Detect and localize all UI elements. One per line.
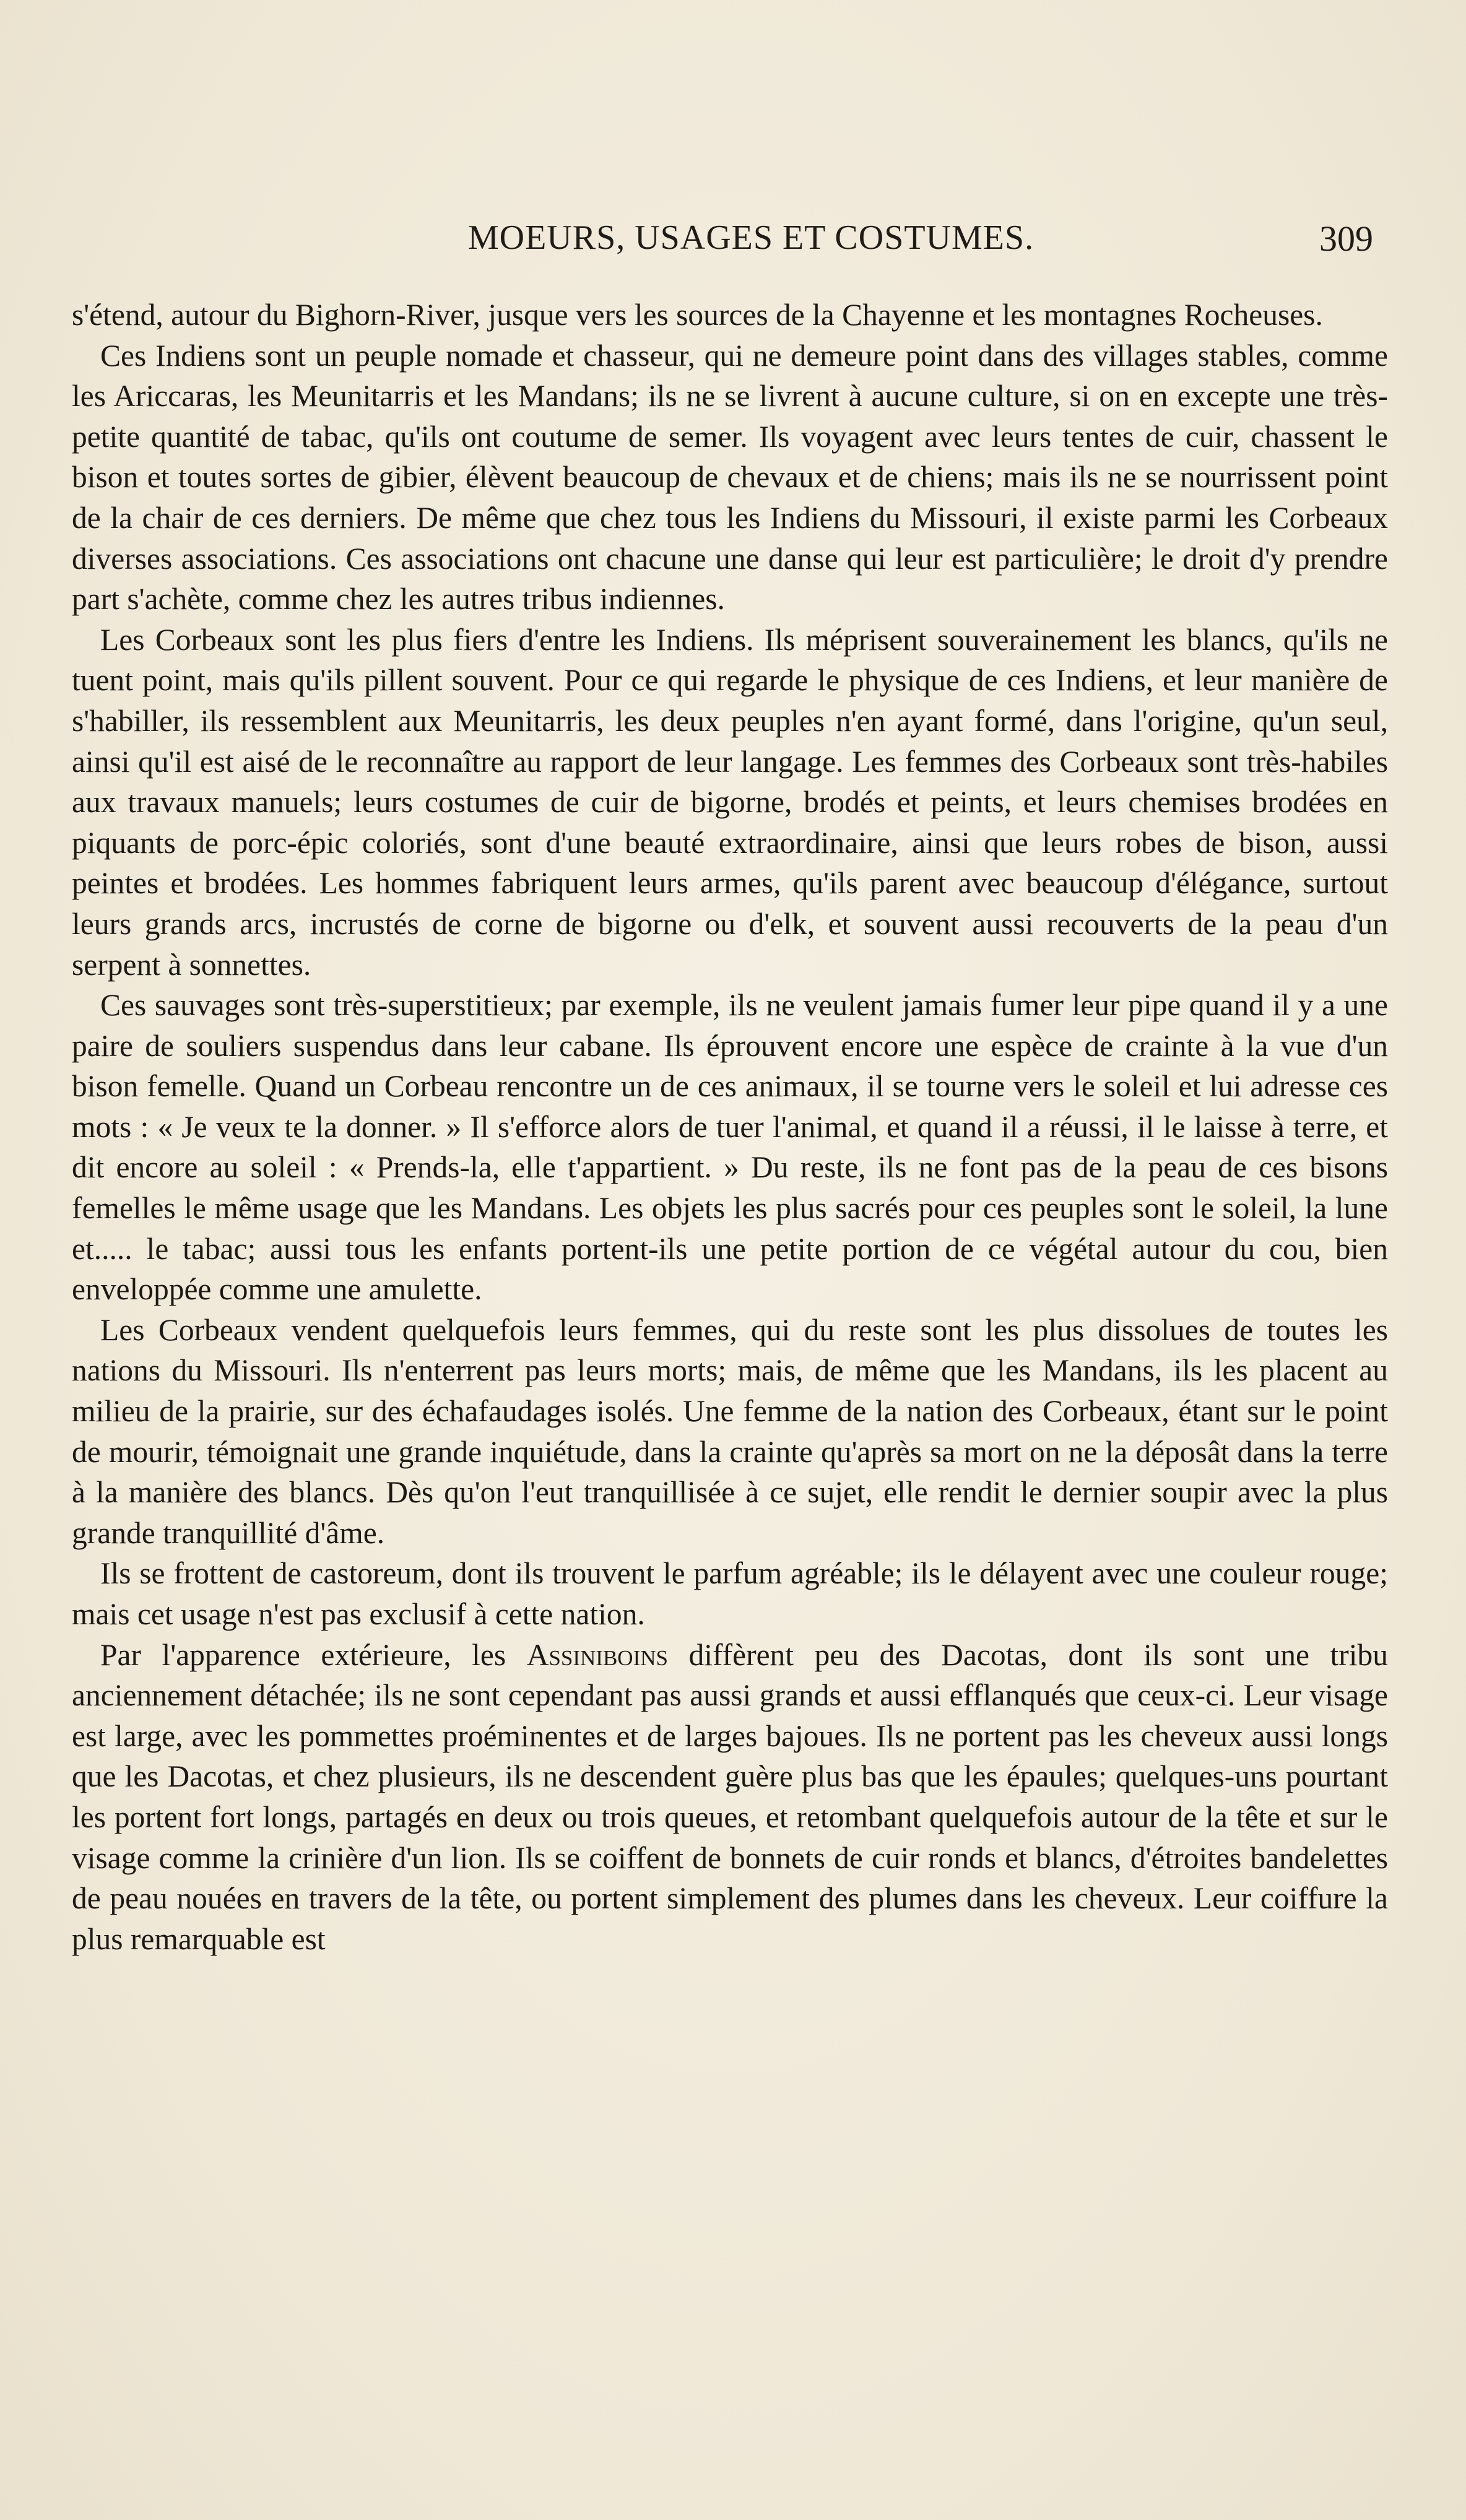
paragraph-7-start: Par l'apparence extérieure, les	[100, 1637, 527, 1672]
paragraph-6: Ils se frottent de castoreum, dont ils trouvent le parfum agréable; ils le délayent avec une couleur rouge; mais cet usage n'est pas exclusif à cette nation.	[72, 1556, 1388, 1631]
paragraph-4: Ces sauvages sont très-superstitieux; par exemple, ils ne veulent jamais fumer leur pipe quand il y a une paire de souliers suspendus dans leur cabane. Ils éprouvent encore une espèce de crainte à la vue d'un bison femelle. Quand un Corbeau rencontre un de ces animaux, il se tourne vers le soleil et lui adresse ces mots : « Je veux te la donner. » Il s'efforce alors de tuer l'animal, et quand il a réussi, il le laisse à terre, et dit encore au soleil : « Prends-la, elle t'appartient. » Du reste, ils ne font pas de la peau de ces bisons femelles le même usage que les Mandans. Les objets les plus sacrés pour ces peuples sont le soleil, la lune et..... le tabac; aussi tous les enfants portent-ils une petite portion de ce végétal autour du cou, bien enveloppée comme une amulette.	[72, 988, 1388, 1307]
paragraph-2: Ces Indiens sont un peuple nomade et chasseur, qui ne demeure point dans des villages stables, comme les Ariccaras, les Meunitarris et les Mandans; ils ne se livrent à aucune culture, si on en excepte une très-petite quantité de tabac, qu'ils ont coutume de semer. Ils voyagent avec leurs tentes de cuir, chassent le bison et toutes sortes de gibier, élèvent beaucoup de chevaux et de chiens; mais ils ne se nourrissent point de la chair de ces derniers. De même que chez tous les Indiens du Missouri, il existe parmi les Corbeaux diverses associations. Ces associations ont chacune une danse qui leur est particulière; le droit d'y prendre part s'achète, comme chez les autres tribus indiennes.	[72, 338, 1388, 617]
assiniboins-term: Assiniboins	[526, 1637, 668, 1672]
body-text	[72, 295, 1388, 1959]
paragraph-5: Les Corbeaux vendent quelquefois leurs femmes, qui du reste sont les plus dissolues de toutes les nations du Missouri. Ils n'enterrent pas leurs morts; mais, de même que les Mandans, ils les placent au milieu de la prairie, sur des échafaudages isolés. Une femme de la nation des Corbeaux, étant sur le point de mourir, témoignait une grande inquiétude, dans la crainte qu'après sa mort on ne la déposât dans la terre à la manière des blancs. Dès qu'on l'eut tranquillisée à ce sujet, elle rendit le dernier soupir avec la plus grande tranquillité d'âme.	[72, 1312, 1388, 1550]
paragraph-3: Les Corbeaux sont les plus fiers d'entre les Indiens. Ils méprisent souverainement les blancs, qu'ils ne tuent point, mais qu'ils pillent souvent. Pour ce qui regarde le physique de ces Indiens, et leur manière de s'habiller, ils ressemblent aux Meunitarris, les deux peuples n'en ayant formé, dans l'origine, qu'un seul, ainsi qu'il est aisé de le reconnaître au rapport de leur langage. Les femmes des Corbeaux sont très-habiles aux travaux manuels; leurs costumes de cuir de bigorne, brodés et peints, et leurs chemises brodées en piquants de porc-épic coloriés, sont d'une beauté extraordinaire, ainsi que leurs robes de bison, aussi peintes et brodées. Les hommes fabriquent leurs armes, qu'ils parent avec beaucoup d'élégance, surtout leurs grands arcs, incrustés de corne de bigorne ou d'elk, et souvent aussi recouverts de la peau d'un serpent à sonnettes.	[72, 622, 1388, 982]
page-number: 309	[1319, 219, 1373, 259]
paragraph-1: s'étend, autour du Bighorn-River, jusque vers les sources de la Chayenne et les montagnes Rocheuses.	[72, 298, 1323, 332]
paragraph-7	[72, 1635, 1388, 1960]
page-header	[129, 218, 1373, 267]
paragraph-7-rest: diffèrent peu des Dacotas, dont ils sont une tribu anciennement détachée; ils ne sont cependant pas aussi grands et aussi efflanqués que ceux-ci. Leur visage est large, avec les pommettes proéminentes et de larges bajoues. Ils ne portent pas les cheveux aussi longs que les Dacotas, et chez plusieurs, ils ne descendent guère plus bas que les épaules; quelques-uns pourtant les portent fort longs, partagés en deux ou trois queues, et retombant quelquefois autour de la tête et sur le visage comme la crinière d'un lion. Ils se coiffent de bonnets de cuir ronds et blancs, d'étroites bandelettes de peau nouées en travers de la tête, ou portent simplement des plumes dans les cheveux. Leur coiffure la plus remarquable est	[72, 1637, 1388, 1956]
running-title: MOEURS, USAGES ET COSTUMES.	[467, 219, 1034, 257]
